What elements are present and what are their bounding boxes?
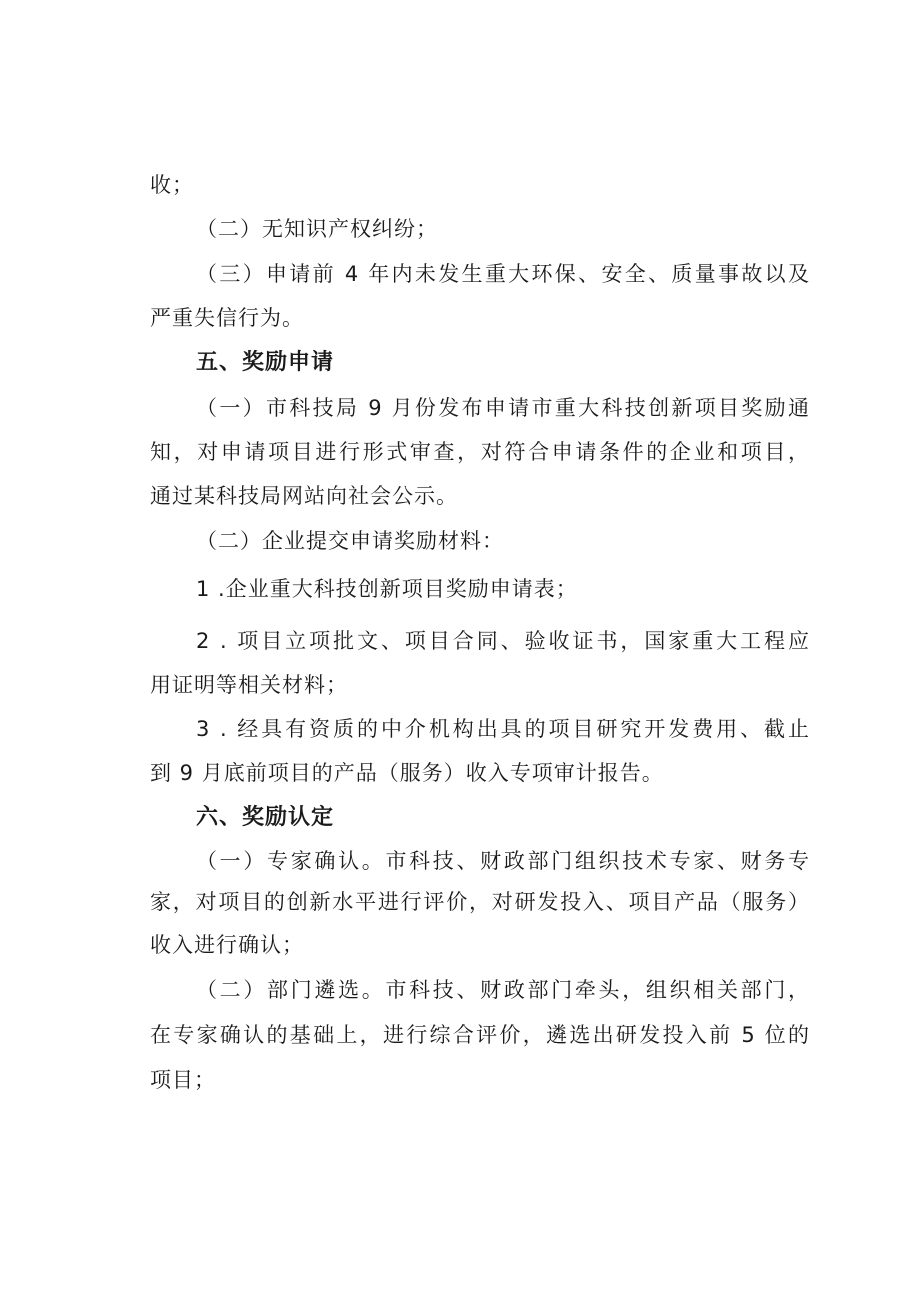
text-line: 在专家确认的基础上，进行综合评价，遴选出研发投入前 5 位的 (150, 1023, 810, 1047)
text-line: 严重失信行为。 (150, 306, 304, 330)
section-heading: 六、奖励认定 (196, 805, 335, 830)
text-line: 3 . 经具有资质的中介机构出具的项目研究开发费用、截止 (196, 717, 810, 741)
text-line: 通过某科技局网站向社会公示。 (150, 484, 458, 508)
text-line: （一）专家确认。市科技、财政部门组织技术专家、财务专 (196, 849, 810, 873)
text-line: （二）无知识产权纠纷； (196, 217, 438, 241)
text-line: 收入进行确认； (150, 933, 304, 957)
text-line: （一）市科技局 9 月份发布申请市重大科技创新项目奖励通 (196, 396, 810, 420)
text-line: 知，对申请项目进行形式审查，对符合申请条件的企业和项目， (150, 440, 810, 464)
text-line: 到 9 月底前项目的产品（服务）收入专项审计报告。 (150, 761, 664, 785)
text-line: 项目； (150, 1068, 216, 1092)
text-line: 2 . 项目立项批文、项目合同、验收证书，国家重大工程应 (196, 629, 810, 653)
text-line: 收； (150, 173, 194, 197)
text-line: （三）申请前 4 年内未发生重大环保、安全、质量事故以及 (196, 262, 810, 286)
text-line: 家，对项目的创新水平进行评价，对研发投入、项目产品（服务） (150, 890, 810, 914)
text-line: 用证明等相关材料； (150, 673, 348, 697)
section-heading: 五、奖励申请 (196, 350, 335, 375)
text-line: 1 .企业重大科技创新项目奖励申请表； (196, 577, 578, 601)
text-line: （二）企业提交申请奖励材料： (196, 529, 504, 553)
text-line: （二）部门遴选。市科技、财政部门牵头，组织相关部门， (196, 978, 810, 1002)
